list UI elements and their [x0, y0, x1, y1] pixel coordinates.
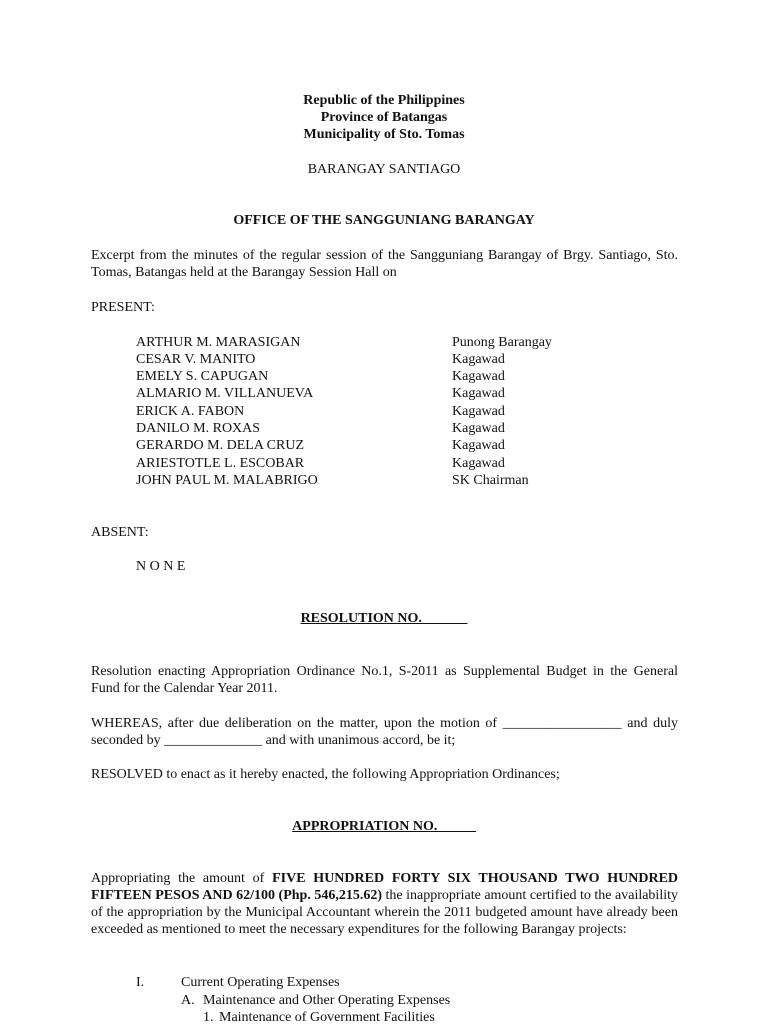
absent-label: ABSENT: — [91, 525, 149, 540]
member-name: DANILO M. ROXAS — [136, 421, 261, 436]
header-barangay: BARANGAY SANTIAGO — [307, 162, 461, 177]
member-position: Kagawad — [452, 438, 505, 453]
excerpt-paragraph: Excerpt from the minutes of the regular session of the Sangguniang Barangay of Brgy. Santiago, Sto. Tomas, Batangas held at the Barangay Session Hall on — [91, 248, 678, 280]
whereas-paragraph: WHEREAS, after due deliberation on the matter, upon the motion of _________________ and duly seconded by ______________ and with unanimous accord, be it; — [91, 716, 678, 748]
header-republic: Republic of the Philippines — [303, 93, 465, 108]
member-position: Kagawad — [452, 352, 505, 367]
member-name: ERICK A. FABON — [136, 404, 245, 419]
outline-item-1-number: I. — [136, 975, 145, 990]
member-name: ALMARIO M. VILLANUEVA — [136, 386, 314, 401]
member-position: Kagawad — [452, 369, 505, 384]
member-name: CESAR V. MANITO — [136, 352, 256, 367]
member-position: Kagawad — [452, 386, 505, 401]
resolution-title: RESOLUTION NO. ______ — [300, 611, 468, 626]
outline-item-1-label: Current Operating Expenses — [181, 975, 340, 990]
member-name: ARTHUR M. MARASIGAN — [136, 335, 301, 350]
member-name: JOHN PAUL M. MALABRIGO — [136, 473, 318, 488]
header-province: Province of Batangas — [320, 110, 448, 125]
member-position: Kagawad — [452, 456, 505, 471]
member-name: GERARDO M. DELA CRUZ — [136, 438, 305, 453]
appropriating-rest: the inappropriate amount certified to the availability of the appropriation by the Municipal Accountant wherein the 2011 budgeted amount have already been exceeded as mentioned to meet the necessary expenditures for the following Barangay projects: — [91, 888, 678, 937]
outline-item-1a1-number: 1. — [203, 1010, 214, 1025]
appropriating-paragraph — [91, 870, 678, 938]
present-label: PRESENT: — [91, 300, 155, 315]
resolution-paragraph: Resolution enacting Appropriation Ordinance No.1, S-2011 as Supplemental Budget in the General Fund for the Calendar Year 2011. — [91, 664, 678, 696]
appropriation-title: APPROPRIATION NO. _____ — [292, 819, 476, 834]
member-position: Kagawad — [452, 404, 505, 419]
header-municipality: Municipality of Sto. Tomas — [303, 127, 465, 142]
outline-item-1a-label: Maintenance and Other Operating Expenses — [203, 993, 451, 1008]
absent-value: N O N E — [136, 559, 186, 574]
member-position: Punong Barangay — [452, 335, 552, 350]
resolved-paragraph: RESOLVED to enact as it hereby enacted, the following Appropriation Ordinances; — [91, 767, 560, 782]
appropriating-lead: Appropriating the amount of — [91, 871, 265, 886]
member-name: ARIESTOTLE L. ESCOBAR — [136, 456, 305, 471]
member-name: EMELY S. CAPUGAN — [136, 369, 269, 384]
member-position: Kagawad — [452, 421, 505, 436]
outline-item-1a1-label: Maintenance of Government Facilities — [219, 1010, 435, 1025]
outline-item-1a-number: A. — [181, 993, 195, 1008]
appropriating-amount: FIVE HUNDRED FORTY SIX THOUSAND TWO HUNDRED FIFTEEN PESOS AND 62/100 (Php. 546,215.62) — [91, 871, 679, 903]
header-office: OFFICE OF THE SANGGUNIANG BARANGAY — [233, 213, 535, 228]
member-position: SK Chairman — [452, 473, 529, 488]
